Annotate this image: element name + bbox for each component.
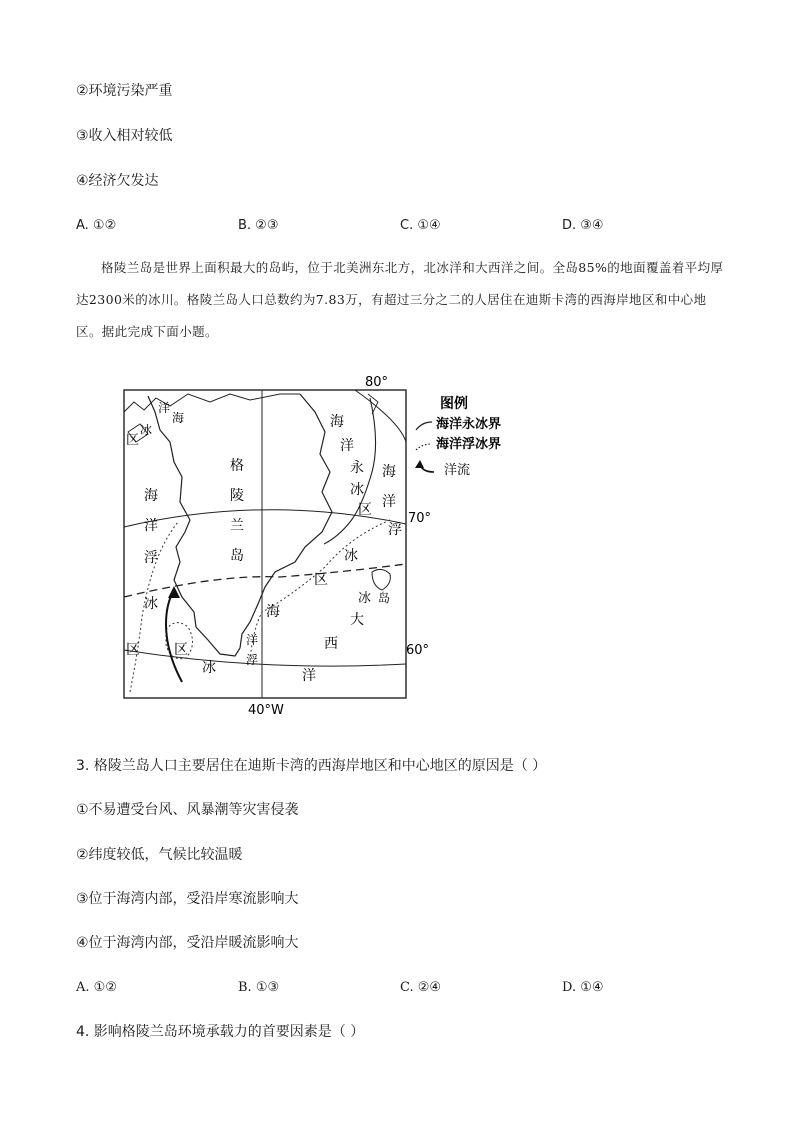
q3-item-4: ④位于海湾内部，受沿岸暖流影响大 (76, 935, 299, 951)
map-label-south-3: 洋 (246, 633, 259, 647)
map-label-east-ocean-1: 海 (382, 464, 396, 480)
map-label-west-2: 洋 (144, 518, 158, 534)
legend-item-floating-ice: 海洋浮冰界 (436, 437, 502, 452)
q3-option-c: C. ②④ (400, 980, 442, 995)
map-label-greenland-4: 岛 (230, 548, 244, 564)
map-label-nw-3: 区 (126, 433, 140, 448)
map-label-east-bit-2: 岛 (378, 591, 391, 605)
map-label-west-5: 区 (126, 642, 140, 658)
q3-item-2: ②纬度较低，气候比较温暖 (76, 847, 243, 863)
prev-item-3: ③收入相对较低 (76, 128, 173, 144)
map-label-east-float-2: 冰 (344, 548, 358, 564)
map-label-greenland-2: 陵 (230, 488, 244, 504)
map-lat-60: 60° (406, 643, 430, 658)
map-label-east-ocean-2: 洋 (382, 494, 396, 510)
q3-option-d: D. ①④ (562, 980, 604, 995)
map-label-south-1: 区 (174, 642, 188, 658)
map-label-west-3: 浮 (144, 550, 158, 566)
map-lon-40w: 40°W (248, 703, 284, 717)
map-label-south-2: 冰 (202, 660, 216, 676)
greenland-map (100, 372, 540, 717)
map-label-nw-1: 洋 (158, 401, 171, 415)
prev-item-2: ②环境污染严重 (76, 83, 173, 99)
map-label-atlantic-3: 洋 (302, 668, 316, 684)
q3-option-b: B. ①③ (238, 980, 280, 995)
q3-item-3: ③位于海湾内部，受沿岸寒流影响大 (76, 891, 299, 907)
map-label-west-4: 冰 (144, 596, 158, 612)
prev-option-b: B. ②③ (238, 218, 279, 233)
map-label-atlantic-2: 西 (324, 636, 338, 652)
q4-stem: 4. 影响格陵兰岛环境承载力的首要因素是（ ） (76, 1024, 365, 1040)
map-lat-80: 80° (365, 375, 389, 390)
map-label-east-perm-2: 洋 (340, 438, 354, 454)
map-label-east-bit-1: 冰 (358, 591, 372, 606)
q3-option-a: A. ①② (76, 980, 117, 995)
prev-option-d: D. ③④ (562, 218, 604, 233)
legend-item-current: 洋流 (444, 463, 471, 478)
q3-stem: 3. 格陵兰岛人口主要居住在迪斯卡湾的西海岸地区和中心地区的原因是（ ） (76, 758, 547, 774)
map-label-nw-4: 冰 (140, 423, 153, 437)
legend-title: 图例 (440, 396, 468, 412)
map-label-east-perm-3: 永 (350, 460, 364, 476)
map-label-east-float-3: 区 (314, 572, 328, 588)
legend-item-permanent-ice: 海洋永冰界 (436, 417, 502, 432)
q3-item-1: ①不易遭受台风、风暴潮等灾害侵袭 (76, 802, 299, 818)
prev-item-4: ④经济欠发达 (76, 173, 159, 189)
map-lat-70: 70° (408, 511, 432, 526)
map-label-south-4: 浮 (246, 653, 259, 667)
map-label-greenland-1: 格 (230, 458, 244, 474)
prev-option-c: C. ①④ (400, 218, 441, 233)
map-label-greenland-3: 兰 (230, 518, 244, 534)
map-label-atlantic-1: 大 (350, 612, 364, 628)
map-label-east-perm-5: 区 (358, 502, 372, 518)
legend-solid-line-icon (416, 422, 432, 430)
map-label-east-float-1: 浮 (388, 522, 402, 538)
map-label-nw-2: 海 (172, 411, 185, 425)
map-label-south-5: 海 (266, 604, 280, 620)
prev-option-a: A. ①② (76, 218, 117, 233)
passage: 格陵兰岛是世界上面积最大的岛屿，位于北美洲东北方，北冰洋和大西洋之间。全岛85%的地面覆盖着平均厚达2300米的冰川。格陵兰岛人口总数约为7.83万，有超过三分之二的人居住在迪斯卡湾的西海岸地区和中心地区。据此完成下面小题。 (76, 260, 724, 339)
map-label-east-perm-1: 海 (330, 414, 344, 430)
map-label-east-perm-4: 冰 (350, 482, 364, 498)
map-label-west-1: 海 (144, 488, 158, 504)
legend-dotted-line-icon (416, 444, 432, 450)
